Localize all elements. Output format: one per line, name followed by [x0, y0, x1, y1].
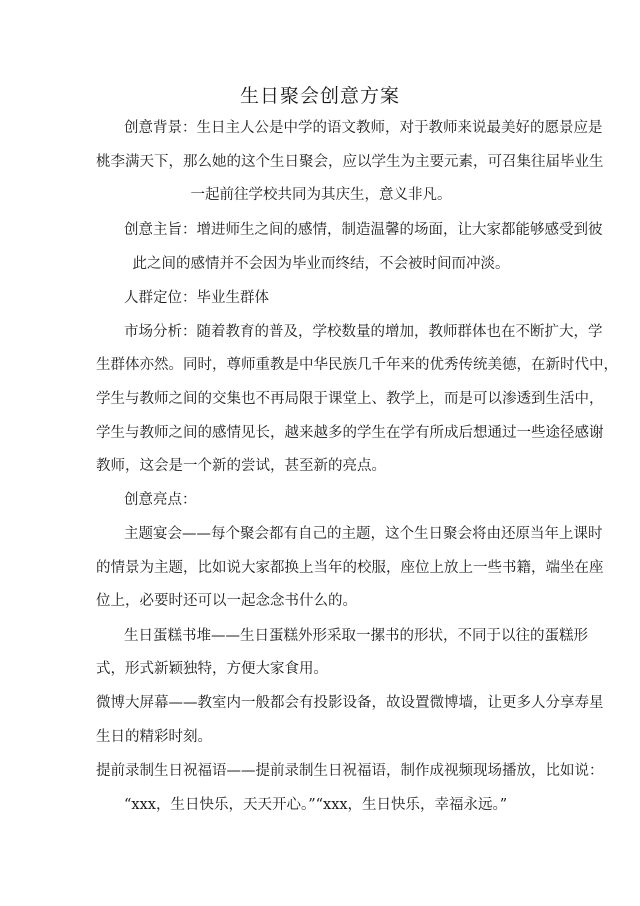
document-title: 生日聚会创意方案 — [239, 85, 400, 107]
weibo-screen-line-2: 生日的精彩时刻。 — [96, 729, 212, 745]
market-line-3: 学生与教师之间的交集也不再局限于课堂上、教学上，而是可以渗透到生活中， — [96, 391, 604, 407]
weibo-screen-line-1: 微博大屏幕——教室内一般都会有投影设备，故设置微博墙，让更多人分享寿星 — [96, 695, 604, 711]
market-line-1: 市场分析：随着教育的普及，学校数量的增加，教师群体也在不断扩大，学 — [124, 324, 603, 340]
theme-party-line-2: 的情景为主题，比如说大家都换上当年的校服，座位上放上一些书籍，端坐在座 — [96, 560, 604, 576]
recorded-wishes-line-1: 提前录制生日祝福语——提前录制生日祝福语，制作成视频现场播放，比如说： — [96, 763, 604, 779]
highlights-heading: 创意亮点： — [124, 492, 197, 508]
cake-line-1: 生日蛋糕书堆——生日蛋糕外形采取一摞书的形状，不同于以往的蛋糕形 — [124, 628, 588, 644]
theme-party-line-1: 主题宴会——每个聚会都有自己的主题，这个生日聚会将由还原当年上课时 — [124, 526, 603, 542]
market-line-2: 生群体亦然。同时，尊师重教是中华民族几千年来的优秀传统美德，在新时代中， — [96, 357, 618, 373]
market-line-5: 教师，这会是一个新的尝试，甚至新的亮点。 — [96, 458, 386, 474]
audience-line: 人群定位：毕业生群体 — [124, 290, 269, 306]
cake-line-2: 式，形式新颖独特，方便大家食用。 — [96, 661, 328, 677]
background-line-1: 创意背景：生日主人公是中学的语文教师，对于教师来说最美好的愿景应是 — [124, 120, 603, 136]
background-line-3: 一起前往学校共同为其庆生，意义非凡。 — [190, 187, 452, 203]
theme-party-line-3: 位上，必要时还可以一起念念书什么的。 — [96, 593, 357, 609]
background-line-2: 桃李满天下，那么她的这个生日聚会，应以学生为主要元素，可召集往届毕业生 — [96, 154, 604, 170]
market-line-4: 学生与教师之间的感情见长，越来越多的学生在学有所成后想通过一些途径感谢 — [96, 425, 604, 441]
purpose-line-1: 创意主旨：增进师生之间的感情，制造温馨的场面，让大家都能够感受到彼 — [124, 222, 603, 238]
recorded-wishes-line-2: “xxx，生日快乐，天天开心。”“xxx，生日快乐，幸福永远。” — [124, 797, 508, 813]
purpose-line-2: 此之间的感情并不会因为毕业而终结，不会被时间而冲淡。 — [132, 256, 510, 272]
